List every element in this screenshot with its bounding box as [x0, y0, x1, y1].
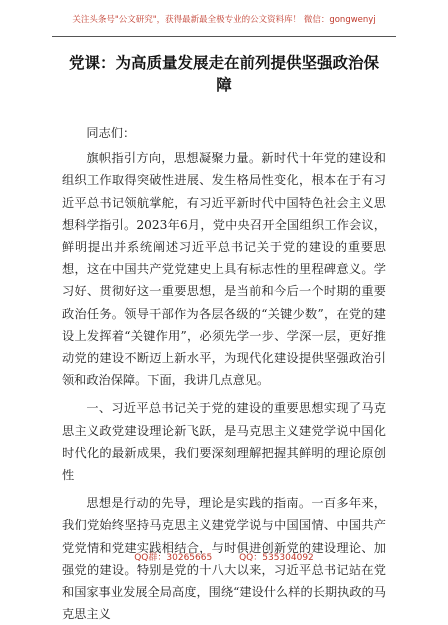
salutation: 同志们：	[86, 126, 136, 140]
header-promo-note: 关注头条号"公文研究"，获得最新最全极专业的公文资料库！ 微信：gongwenyj	[72, 15, 376, 25]
footer-contact	[0, 550, 448, 563]
header-divider	[52, 36, 396, 37]
section-heading: 一、习近平总书记关于党的建设的重要思想实现了马克思主义政党建设理论新飞跃，是马克思主义建党学说中国化时代化的最新成果，我们要深刻理解把握其鲜明的理论原创性	[62, 401, 386, 483]
body-paragraph: 思想是行动的先导，理论是实践的指南。一百多年来，我们党始终坚持马克思主义建党学说与中国国情、中国共产党党情和党建实践相结合，与时俱进创新党的建设理论、加强党的建设。特别是党的十八大以来，习近平总书记站在党和国家事业发展全局高度，围绕“建设什么样的长期执政的马克思主义	[62, 496, 386, 622]
body-paragraph: 旗帜指引方向，思想凝聚力量。新时代十年党的建设和组织工作取得突破性进展、发生格局性变化，根本在于有习近平总书记领航掌舵，有习近平新时代中国特色社会主义思想科学指引。2023年6月，党中央召开全国组织工作会议，鲜明提出并系统阐述习近平总书记关于党的建设的重要思想，这在中国共产党党建史上具有标志性的里程碑意义。学习好、贯彻好这一重要思想，是当前和今后一个时期的重要政治任务。领导干部作为各层各级的“关键少数”，在党的建设上发挥着“关键作用”，必须先学一步、学深一层，更好推动党的建设不断迈上新水平，为现代化建设提供坚强政治引领和政治保障。下面，我讲几点意见。	[62, 151, 386, 388]
document-title: 党课：为高质量发展走在前列提供坚强政治保障	[68, 54, 379, 94]
footer-qq-group: QQ群：30265665	[134, 553, 213, 563]
footer-qq: QQ：535304092	[239, 553, 314, 563]
